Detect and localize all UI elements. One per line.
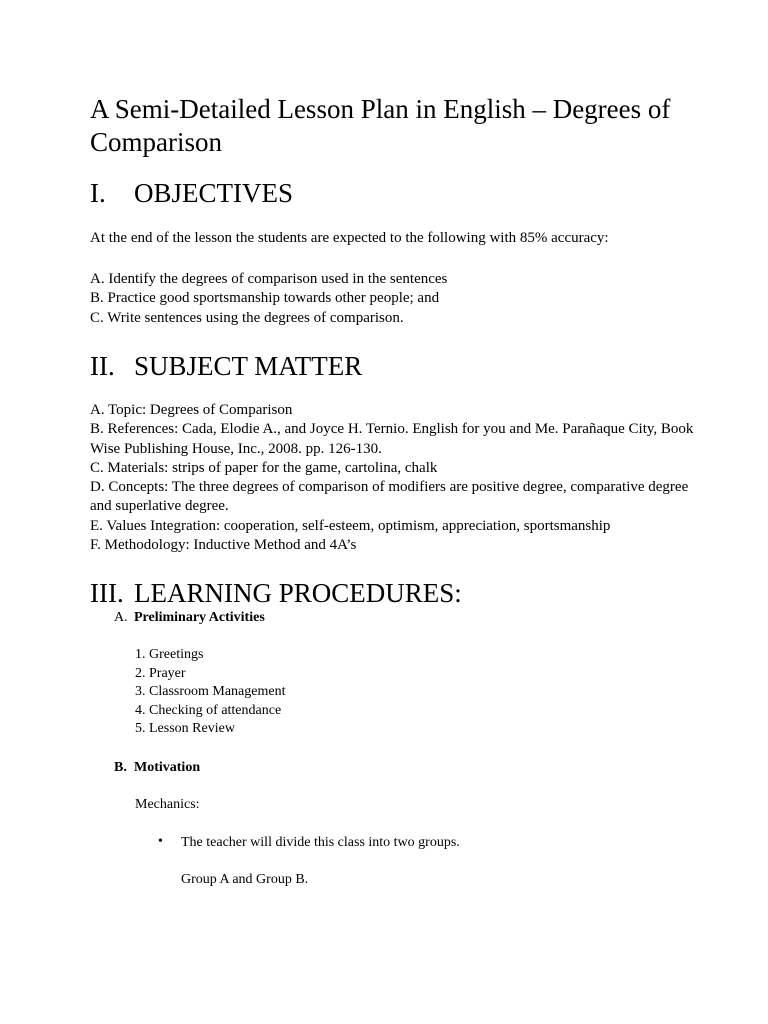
objective-item: B. Practice good sportsmanship towards other people; and xyxy=(90,290,440,307)
list-item: 2. Prayer xyxy=(135,665,186,681)
subject-line: F. Methodology: Inductive Method and 4A’s xyxy=(90,537,357,554)
bullet-text: The teacher will divide this class into two groups. xyxy=(181,835,460,850)
section-number: I. xyxy=(90,178,106,208)
list-item: 3. Classroom Management xyxy=(135,684,286,699)
subsection-letter: A. xyxy=(114,610,128,625)
subject-line: A. Topic: Degrees of Comparison xyxy=(90,402,293,418)
section-heading-learning-procedures xyxy=(90,578,462,608)
subsection-title: Preliminary Activities xyxy=(134,610,265,625)
section-title: LEARNING PROCEDURES: xyxy=(134,578,462,608)
objective-item: C. Write sentences using the degrees of comparison. xyxy=(90,309,404,326)
subsection-motivation xyxy=(114,759,200,777)
section-heading-subject-matter xyxy=(90,351,362,381)
subject-line: C. Materials: strips of paper for the game, cartolina, chalk xyxy=(90,459,438,476)
document-title: A Semi-Detailed Lesson Plan in English – Degrees of Comparison xyxy=(90,94,671,157)
subject-line: E. Values Integration: cooperation, self-esteem, optimism, appreciation, sportsmanship xyxy=(90,517,611,534)
mechanics-label: Mechanics: xyxy=(135,797,200,812)
subsection-title: Motivation xyxy=(134,760,201,775)
objectives-intro: At the end of the lesson the students are expected to the following with 85% accuracy: xyxy=(90,230,609,246)
section-number: II. xyxy=(90,351,115,381)
list-item: 4. Checking of attendance xyxy=(135,702,282,718)
bullet-icon: • xyxy=(158,834,163,849)
subject-matter-list xyxy=(90,401,705,555)
objective-item: A. Identify the degrees of comparison used in the sentences xyxy=(90,271,448,287)
section-title: OBJECTIVES xyxy=(134,178,294,208)
subsection-letter: B. xyxy=(114,760,127,775)
objectives-list xyxy=(90,270,730,328)
subsection-preliminary-activities xyxy=(114,609,265,627)
section-number: III. xyxy=(90,578,124,608)
groups-text: Group A and Group B. xyxy=(181,872,309,887)
subject-line: B. References: Cada, Elodie A., and Joyce H. Ternio. English for you and Me. Parañaque City, Book Wise Publishing House, Inc., 2008. pp. 126-130. xyxy=(90,421,694,457)
preliminary-activities-list xyxy=(135,646,285,739)
section-heading-objectives xyxy=(90,178,293,208)
section-title: SUBJECT MATTER xyxy=(134,351,363,381)
subject-line: D. Concepts: The three degrees of comparison of modifiers are positive degree, comparative degree and superlative degree. xyxy=(90,479,689,515)
list-item: 1. Greetings xyxy=(135,647,204,662)
list-item: 5. Lesson Review xyxy=(135,721,235,736)
